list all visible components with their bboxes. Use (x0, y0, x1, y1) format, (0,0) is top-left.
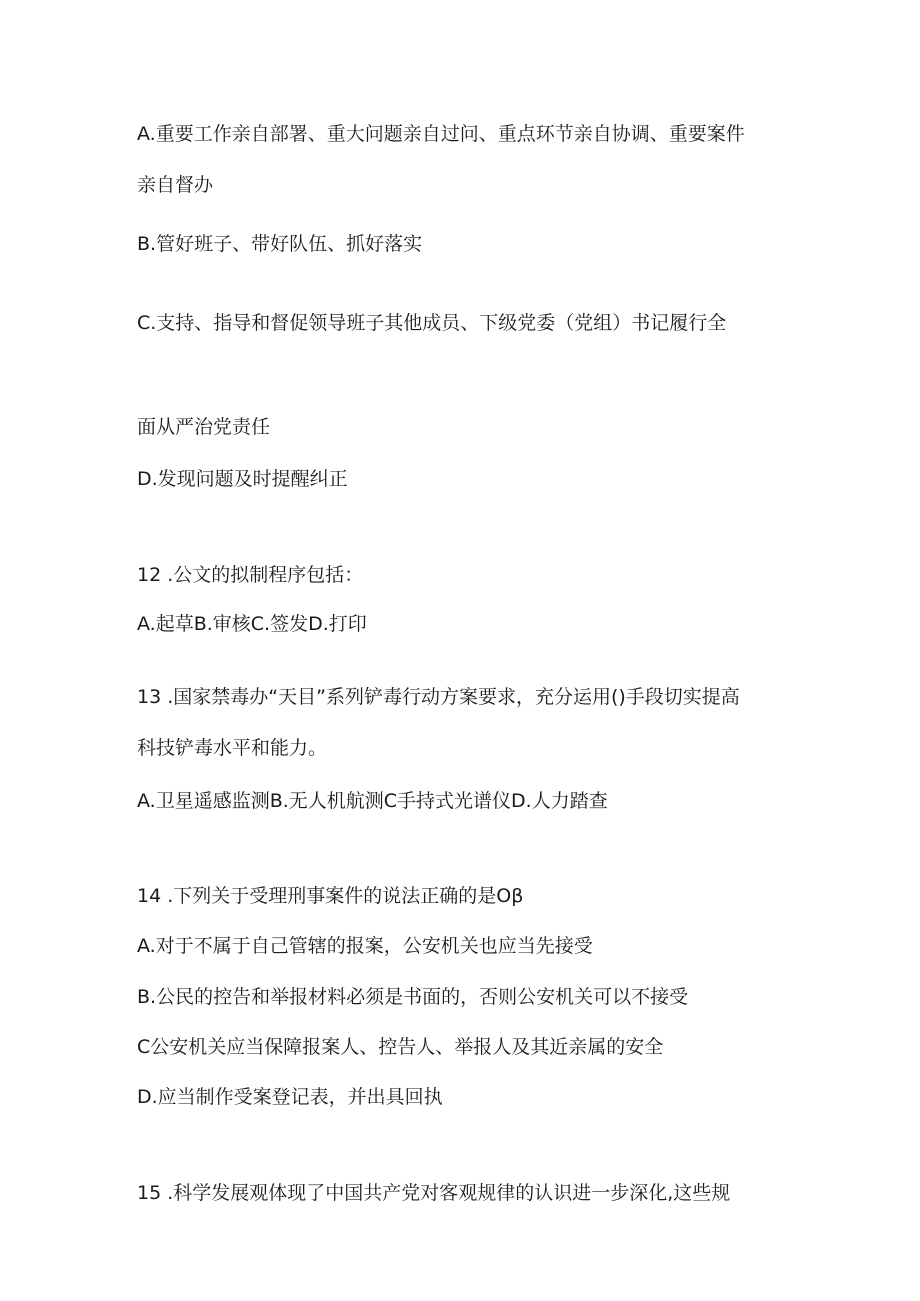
question-14-option-a: A.对于不属于自己管辖的报案，公安机关也应当先接受 (137, 935, 593, 957)
option-a-line-2: 亲自督办 (137, 174, 214, 196)
question-14-option-b: B.公民的控告和举报材料必须是书面的，否则公安机关可以不接受 (137, 986, 689, 1008)
question-14-line: 14 .下列关于受理刑事案件的说法正确的是Oβ (137, 885, 524, 907)
option-a-line-1: A.重要工作亲自部署、重大问题亲自过问、重点环节亲自协调、重要案件 (137, 123, 745, 145)
option-b-line: B.管好班子、带好队伍、抓好落实 (137, 233, 423, 255)
question-13-line-1: 13 .国家禁毒办“天目”系列铲毒行动方案要求，充分运用()手段切实提高 (137, 686, 740, 708)
question-12-line: 12 .公文的拟制程序包括： (137, 564, 364, 586)
question-15-line: 15 .科学发展观体现了中国共产党对客观规律的认识进一步深化,这些规 (137, 1182, 731, 1204)
question-12-options: A.起草B.审核C.签发D.打印 (137, 613, 367, 635)
question-14-option-d: D.应当制作受案登记表，并出具回执 (137, 1086, 443, 1108)
option-c-line-1: C.支持、指导和督促领导班子其他成员、下级党委（党组）书记履行全 (137, 312, 727, 334)
question-13-line-2: 科技铲毒水平和能力。 (137, 737, 328, 759)
option-c-line-2: 面从严治党责任 (137, 416, 271, 438)
option-d-line: D.发现问题及时提醒纠正 (137, 468, 348, 490)
question-13-options: A.卫星遥感监测B.无人机航测C手持式光谱仪D.人力踏查 (137, 790, 608, 812)
question-14-option-c: C公安机关应当保障报案人、控告人、举报人及其近亲属的安全 (137, 1036, 664, 1058)
